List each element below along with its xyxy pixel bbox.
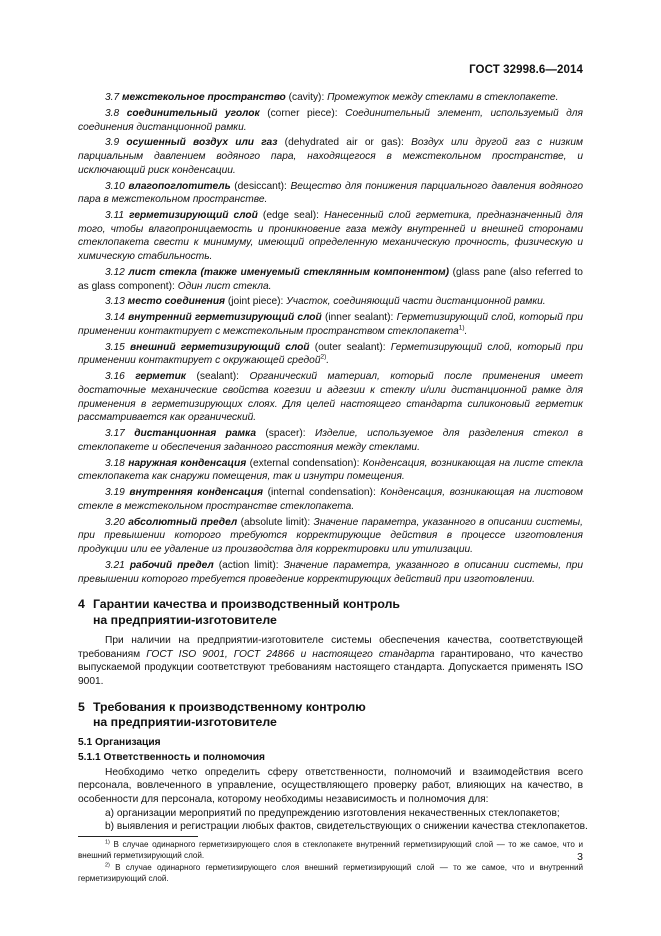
section-4-title-line2: на предприятии-изготовителе: [93, 612, 277, 627]
term-english: (corner piece):: [267, 107, 338, 119]
term-definition-text: Воздух или другой газ с низким парциальным давлением водяного пара, находящегося в межстекольном пространстве, и исключающий риск конденсации.: [78, 137, 583, 176]
term-number: 3.7: [105, 92, 120, 103]
term-number: 3.13: [105, 296, 125, 308]
term-name: внешний герметизирующий слой: [130, 341, 310, 353]
term-name: лист стекла (также именуемый стеклянным компонентом): [128, 266, 450, 278]
term-english: (internal condensation):: [267, 487, 376, 499]
term-english: (glass pane (also referred to as glass component):: [78, 266, 583, 292]
term-number: 3.12: [105, 266, 125, 278]
term-definition-text: Вещество для понижения парциального давления водяного пара в межстекольном пространстве.: [78, 180, 583, 206]
term-name: внутренняя конденсация: [129, 487, 263, 499]
term-name: рабочий предел: [129, 559, 214, 571]
term-english: (inner sealant):: [324, 312, 394, 324]
term-english: (external condensation):: [249, 457, 360, 469]
term-definition: [78, 311, 583, 338]
section-5-title-line2: на предприятии-изготовителе: [93, 714, 277, 729]
term-number: 3.16: [105, 371, 125, 383]
footnote-reference: 2): [320, 354, 327, 362]
footnote-2-mark: 2): [105, 862, 110, 869]
terms-list: [78, 91, 583, 586]
term-definition-text: Герметизирующий слой, который при применении контактирует с межстекольным пространством стеклопакета: [78, 312, 583, 337]
page-number: 3: [577, 851, 583, 863]
term-number: 3.11: [105, 210, 125, 221]
section-5-number: 5: [78, 699, 85, 714]
term-definition-text: Значение параметра, указанного в описании системы, при превышении которого требуется проведение корректирующих действий при изготовлении.: [78, 559, 583, 585]
term-english: (desiccant):: [234, 180, 287, 192]
footnote-1-mark: 1): [105, 839, 110, 846]
section-4-paragraph: [78, 634, 583, 689]
subsection-5-1-1-heading: 5.1.1 Ответственность и полномочия: [78, 751, 265, 763]
term-name: дистанционная рамка: [134, 428, 257, 440]
term-english: (dehydrated air or gas):: [284, 137, 404, 149]
section-4-text-a: При наличии на предприятии-изготовителе системы обеспечения качества, соответствующей требованиям: [78, 634, 583, 660]
term-english: (absolute limit):: [240, 516, 311, 528]
term-definition-text: Конденсация, возникающая на листовом стекле в межстекольном пространстве стеклопакета.: [78, 487, 583, 512]
footnote-1: [78, 840, 583, 861]
term-definition-text: Участок, соединяющий части дистанционной рамки.: [286, 296, 546, 308]
section-5-heading: [78, 700, 583, 731]
term-definition: [78, 427, 583, 454]
term-number: 3.20: [105, 516, 125, 528]
term-name: межстекольное пространство: [122, 92, 286, 103]
term-english: (joint piece):: [227, 296, 284, 308]
term-definition: [78, 180, 583, 207]
term-number: 3.10: [105, 180, 125, 192]
term-name: герметик: [135, 371, 186, 383]
section-4-title-line1: Гарантии качества и производственный контроль: [93, 597, 400, 612]
section-4-number: 4: [78, 597, 85, 612]
term-definition: [78, 486, 583, 513]
term-english: (outer sealant):: [314, 341, 386, 353]
term-number: 3.18: [105, 457, 125, 469]
term-definition-text: Значение параметра, указанного в описании системы, при превышении которого требуются корректирующие действия в процессе изготовления продукции или ее удаление из производства для корректировки или утилизации.: [78, 516, 583, 556]
subsection-5-1-heading: 5.1 Организация: [78, 737, 161, 749]
footnote-2: [78, 863, 583, 884]
page-content: [78, 91, 588, 887]
term-name: абсолютный предел: [128, 516, 238, 528]
term-number: 3.9: [105, 137, 120, 149]
footnote-1-text: В случае одинарного герметизирующего слоя в стеклопакете внутренний герметизирующий слой — то же самое, что и внешний герметизирующий слой.: [78, 840, 583, 860]
term-definition: [78, 107, 583, 134]
footnote-reference: 1): [458, 324, 465, 332]
term-definition-text: Органический материал, который после применения имеет достаточные механические свойства когезии и адгезии к стеклу и/или дистанционной рамке для применения в герметизирующих слоях. Для целей настоящего стандарта силиконовый герметик рассматривается как органический.: [78, 371, 583, 424]
term-definition: [78, 91, 583, 105]
term-name: соединительный уголок: [126, 107, 260, 119]
term-number: 3.14: [105, 312, 125, 324]
list-item-b: b) выявления и регистрации любых фактов, свидетельствующих о снижении качества стеклопакетов.: [105, 821, 588, 833]
term-definition: [78, 266, 583, 293]
footnote-2-text: В случае одинарного герметизирующего слоя внешний герметизирующий слой — то же самое, что и внутренний герметизирующий слой.: [78, 863, 583, 883]
term-english: (edge seal):: [262, 210, 319, 221]
term-definition-text: Нанесенный слой герметика, предназначенный для того, чтобы влагопроницаемость и проникновение газа между внутренней и внешней сторонами стеклопакета свести к минимуму, имеющий определенную механическую прочность, физическую и химическую стабильность.: [78, 210, 583, 263]
term-name: осушенный воздух или газ: [126, 137, 278, 149]
section-4-heading: [78, 597, 583, 628]
term-definition: [78, 209, 583, 264]
term-definition: [78, 559, 583, 586]
section-5-paragraph: Необходимо четко определить сферу ответственности, полномочий и взаимодействия всего персонала, вовлеченного в управление, осуществляющего проверку работ, влияющих на качество, в особенности для персонала, которому необходимы независимость и полномочия для:: [78, 766, 583, 806]
term-definition: [78, 295, 583, 309]
footnote-separator: [78, 836, 198, 837]
term-definition-text: Один лист стекла.: [177, 280, 272, 292]
term-name: герметизирующий слой: [129, 210, 258, 221]
term-english: (spacer):: [265, 428, 306, 440]
term-english: (sealant):: [196, 371, 239, 383]
term-definition-text: Соединительный элемент, используемый для соединения дистанционной рамки.: [78, 107, 583, 133]
term-number: 3.17: [105, 428, 125, 440]
document-code-header: ГОСТ 32998.6—2014: [469, 64, 583, 76]
term-number: 3.15: [105, 341, 125, 353]
term-name: наружная конденсация: [128, 457, 247, 469]
term-number: 3.19: [105, 487, 125, 499]
section-4-text-b: гарантировано, что качество выпускаемой продукции соответствуют требованиям настоящего стандарта. Допускается применять ISO 9001.: [78, 648, 583, 687]
term-definition-text: Конденсация, возникающая на листе стекла стеклопакета как снаружи помещения, так и изнутри помещения.: [78, 457, 583, 483]
term-definition: [78, 457, 583, 484]
term-name: влагопоглотитель: [128, 180, 231, 192]
term-english: (action limit):: [218, 559, 279, 571]
term-definition: [78, 516, 583, 557]
term-definition-text: Изделие, используемое для разделения стекол в стеклопакете и обеспечения заданного расстояния между стеклами.: [78, 428, 584, 453]
term-number: 3.8: [105, 107, 120, 119]
term-definition-text: Герметизирующий слой, который при применении контактирует с окружающей средой: [78, 341, 583, 367]
term-definition: [78, 341, 583, 368]
list-item-a: а) организации мероприятий по предупреждению изготовления некачественных стеклопакетов;: [105, 807, 560, 819]
term-definition: [78, 136, 583, 177]
term-name: место соединения: [127, 296, 226, 308]
section-4-standards: ГОСТ ISO 9001, ГОСТ 24866 и настоящего стандарта: [146, 648, 435, 660]
term-definition-text: Промежуток между стеклами в стеклопакете.: [327, 92, 559, 103]
term-definition-end: .: [326, 355, 330, 367]
term-name: внутренний герметизирующий слой: [128, 312, 322, 324]
term-definition-end: .: [464, 325, 468, 337]
section-5-title-line1: Требования к производственному контролю: [93, 699, 366, 714]
term-definition: [78, 370, 583, 425]
term-english: (cavity):: [288, 92, 325, 103]
term-number: 3.21: [105, 559, 125, 571]
